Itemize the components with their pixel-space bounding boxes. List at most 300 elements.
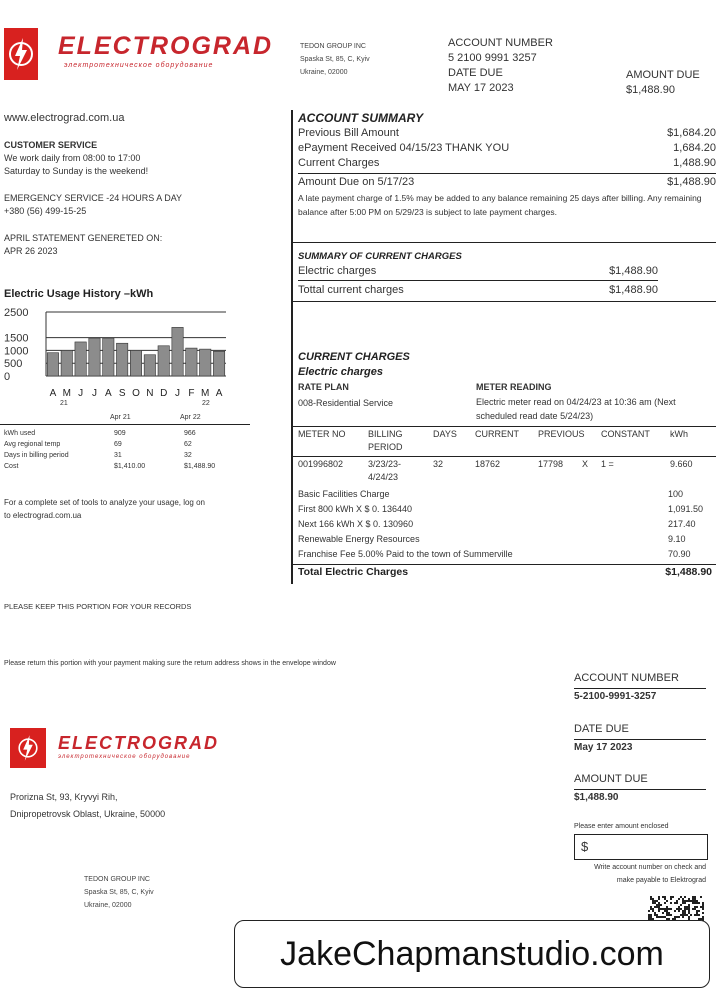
charge-label: Renewable Energy Resources: [298, 534, 420, 544]
qr-module: [670, 902, 672, 904]
usage-bar: [144, 355, 155, 376]
qr-module: [694, 914, 696, 916]
qr-module: [696, 906, 698, 908]
rate-plan-value: 008-Residential Service: [298, 398, 394, 408]
qr-module: [658, 896, 660, 898]
summary-total-label: Tottal current charges: [298, 284, 404, 296]
current-charges-title: CURRENT CHARGES: [298, 351, 410, 363]
qr-module: [666, 910, 668, 912]
enter-amount-label: Please enter amount enclosed: [574, 823, 669, 830]
website: www.electrograd.com.ua: [4, 112, 125, 124]
header-account-block: [448, 36, 553, 96]
year-label-1: 21: [60, 400, 68, 407]
stub-logo-mark: [10, 728, 46, 768]
table-row: [4, 439, 219, 450]
col-header-current: CURRENT: [475, 429, 519, 439]
current-charges-subtitle: Electric charges: [298, 366, 383, 378]
x-tick-label: A: [49, 388, 57, 399]
usage-title: Electric Usage History –kWh: [4, 288, 154, 300]
qr-module: [682, 914, 684, 916]
usage-row-v1: 909: [114, 430, 126, 437]
usage-note: [4, 496, 205, 522]
qr-module: [682, 916, 684, 918]
summary-epay: [298, 141, 716, 156]
usage-note-1: For a complete set of tools to analyze your usage, log on: [4, 498, 206, 507]
qr-module: [670, 908, 672, 910]
summary-electric-value: $1,488.90: [609, 265, 658, 277]
qr-module: [652, 898, 654, 900]
emergency-label: EMERGENCY SERVICE -24 HOURS A DAY: [4, 193, 183, 203]
account-number-label: ACCOUNT NUMBER: [448, 37, 553, 49]
usage-row-v2: 966: [184, 430, 196, 437]
qr-module: [670, 898, 672, 900]
qr-module: [652, 902, 654, 904]
summary-divider: [298, 173, 716, 174]
summary-total: [298, 283, 658, 298]
qr-module: [680, 914, 682, 916]
qr-module: [662, 908, 664, 910]
qr-module: [692, 902, 694, 904]
cs-weekend: Saturday to Sunday is the weekend!: [4, 166, 149, 176]
billing-days: 32: [433, 459, 444, 469]
charge-value: 217.40: [668, 519, 696, 529]
qr-module: [684, 902, 686, 904]
stub-date-label: DATE DUE: [574, 723, 629, 735]
qr-module: [680, 908, 682, 910]
qr-module: [678, 898, 680, 900]
section-divider: [292, 242, 716, 243]
list-item: [298, 517, 712, 532]
charge-label: Basic Facilities Charge: [298, 489, 390, 499]
usage-row-v1: 31: [114, 452, 122, 459]
qr-module: [686, 914, 688, 916]
col-header-previous: PREVIOUS: [538, 429, 585, 439]
lightning-icon: [16, 732, 40, 764]
qr-module: [698, 902, 700, 904]
summary-total-value: $1,488.90: [609, 284, 658, 296]
usage-row-label: Avg regional temp: [4, 441, 61, 448]
qr-module: [654, 912, 656, 914]
qr-module: [686, 900, 688, 902]
qr-module: [682, 900, 684, 902]
stub-sender-addr1: Spaska St, 85, C, Kyiv: [84, 889, 154, 896]
col-header-kwh: kWh: [670, 429, 688, 439]
usage-divider: [0, 424, 250, 425]
usage-bar: [200, 349, 211, 376]
qr-module: [656, 914, 658, 916]
summary-due: [298, 175, 716, 190]
statement-label: APRIL STATEMENT GENERETED ON:: [4, 233, 163, 243]
usage-bar: [158, 346, 169, 376]
year-label-2: 22: [202, 400, 210, 407]
company-name: ELECTROGRAD: [58, 32, 274, 60]
qr-module: [674, 916, 676, 918]
x-tick-label: F: [188, 388, 195, 399]
qr-module: [678, 916, 680, 918]
stub-company-tagline: электротехническое оборудование: [58, 754, 191, 760]
dollar-sign: $: [581, 839, 589, 854]
qr-module: [676, 900, 678, 902]
sender-addr1: Spaska St, 85, C, Kyiv: [300, 56, 370, 63]
qr-module: [660, 904, 662, 906]
date-due: MAY 17 2023: [448, 82, 514, 94]
table-header-border: [292, 456, 716, 457]
current-charges-summary: [298, 250, 658, 298]
write-note-1: Write account number on check and: [594, 864, 706, 871]
stub-amount-label: AMOUNT DUE: [574, 773, 648, 785]
stub-amount-block: [574, 772, 706, 803]
qr-module: [694, 900, 696, 902]
list-item: [298, 487, 712, 502]
usage-chart: [0, 302, 240, 412]
usage-row-label: Cost: [4, 463, 19, 470]
list-item: [298, 547, 712, 562]
qr-module: [676, 908, 678, 910]
list-item: [298, 502, 712, 517]
usage-bar: [213, 351, 224, 376]
qr-module: [676, 902, 678, 904]
qr-module: [694, 906, 696, 908]
return-address: [10, 789, 165, 823]
qr-module: [700, 906, 702, 908]
current-reading: 18762: [475, 459, 501, 469]
charge-value: 1,091.50: [668, 504, 704, 514]
qr-module: [682, 912, 684, 914]
qr-module: [656, 900, 658, 902]
summary-current-label: Current Charges: [298, 157, 380, 169]
total-border: [292, 564, 716, 565]
qr-module: [684, 910, 686, 912]
qr-module: [688, 916, 690, 918]
total-value: $1,488.90: [665, 566, 712, 578]
qr-module: [672, 896, 674, 898]
meter-row: [298, 458, 716, 488]
qr-module: [664, 910, 666, 912]
qr-module: [666, 908, 668, 910]
meter-reading-value: Electric meter read on 04/24/23 at 10:36 am (Next scheduled read date 5/24/23): [476, 397, 676, 421]
usage-bar: [130, 350, 141, 376]
qr-module: [692, 896, 694, 898]
usage-row-v2: $1,488.90: [184, 463, 216, 470]
previous-reading: 17798: [538, 459, 564, 469]
qr-module: [666, 912, 668, 914]
qr-code-icon: [648, 896, 704, 922]
stub-amount-due: $1,488.90: [574, 792, 619, 803]
qr-module: [650, 908, 652, 910]
usage-row-v1: $1,410.00: [114, 463, 146, 470]
usage-col2: Apr 22: [180, 414, 201, 421]
watermark-text: JakeChapmanstudio.com: [280, 934, 664, 973]
qr-module: [650, 898, 652, 900]
summary-prev-value: $1,684.20: [667, 127, 716, 139]
qr-module: [682, 898, 684, 900]
kwh-value: 9.660: [670, 459, 693, 469]
qr-module: [660, 908, 662, 910]
qr-module: [684, 900, 686, 902]
qr-module: [688, 900, 690, 902]
watermark-banner: [234, 920, 710, 988]
company-tagline: электротехническое оборудование: [64, 62, 214, 69]
section-divider: [292, 301, 716, 302]
qr-module: [694, 902, 696, 904]
qr-module: [684, 914, 686, 916]
qr-module: [702, 916, 704, 918]
qr-module: [650, 896, 652, 898]
stub-sender-addr2: Ukraine, 02000: [84, 902, 132, 909]
qr-module: [658, 908, 660, 910]
qr-module: [652, 908, 654, 910]
qr-module: [656, 906, 658, 908]
qr-module: [676, 916, 678, 918]
qr-module: [662, 916, 664, 918]
qr-module: [664, 898, 666, 900]
qr-module: [698, 914, 700, 916]
x-tick-label: O: [132, 388, 140, 399]
account-summary: [298, 110, 716, 219]
qr-module: [650, 916, 652, 918]
summary-epay-value: 1,684.20: [673, 142, 716, 154]
total-electric-charges: [298, 566, 712, 578]
stub-date-due: May 17 2023: [574, 742, 633, 753]
qr-module: [688, 898, 690, 900]
qr-module: [694, 898, 696, 900]
qr-module: [658, 898, 660, 900]
meter-reading-label: METER READING: [476, 382, 552, 392]
qr-module: [684, 896, 686, 898]
y-tick-label: 1500: [4, 332, 29, 345]
qr-module: [668, 912, 670, 914]
qr-module: [702, 906, 704, 908]
header-amount-block: [626, 68, 700, 98]
qr-module: [688, 908, 690, 910]
stub-date-block: [574, 722, 706, 753]
qr-module: [650, 914, 652, 916]
usage-row-v1: 69: [114, 441, 122, 448]
sender-address: [300, 40, 370, 79]
charge-lines: [298, 487, 712, 562]
qr-module: [688, 912, 690, 914]
qr-module: [682, 902, 684, 904]
summary-prev: [298, 126, 716, 141]
summary-current-value: 1,488.90: [673, 157, 716, 169]
qr-module: [656, 904, 658, 906]
qr-module: [696, 902, 698, 904]
stub-account-number: 5-2100-9991-3257: [574, 691, 657, 702]
usage-row-label: kWh used: [4, 430, 36, 437]
usage-row-v2: 32: [184, 452, 192, 459]
amount-due: $1,488.90: [626, 84, 675, 96]
qr-module: [662, 912, 664, 914]
qr-module: [664, 916, 666, 918]
qr-module: [696, 914, 698, 916]
charge-label: First 800 kWh X $ 0. 136440: [298, 504, 413, 514]
qr-module: [696, 900, 698, 902]
qr-module: [684, 912, 686, 914]
x-tick-label: J: [91, 388, 97, 399]
x-tick-label: J: [175, 388, 181, 399]
write-note-2: make payable to Elektrograd: [616, 877, 706, 884]
lightning-icon: [8, 34, 34, 74]
summary-electric-label: Electric charges: [298, 265, 377, 277]
qr-module: [700, 896, 702, 898]
qr-module: [702, 912, 704, 914]
qr-module: [668, 908, 670, 910]
list-item: [298, 532, 712, 547]
qr-module: [680, 904, 682, 906]
qr-module: [674, 910, 676, 912]
constant: 1 =: [601, 459, 614, 469]
qr-module: [664, 902, 666, 904]
y-tick-label: 1000: [4, 345, 29, 358]
qr-module: [650, 906, 652, 908]
x-tick-label: M: [62, 388, 71, 399]
date-due-label: DATE DUE: [448, 67, 503, 79]
qr-module: [680, 896, 682, 898]
qr-module: [652, 910, 654, 912]
qr-module: [702, 908, 704, 910]
usage-bar: [186, 348, 197, 376]
x-tick-label: D: [160, 388, 168, 399]
y-tick-label: 500: [4, 358, 23, 371]
qr-module: [668, 914, 670, 916]
usage-bar: [172, 327, 183, 376]
qr-module: [670, 896, 672, 898]
qr-module: [678, 910, 680, 912]
summary-current-divider: [298, 280, 658, 281]
qr-module: [694, 908, 696, 910]
stub-divider: [574, 789, 706, 790]
qr-module: [686, 906, 688, 908]
usage-row-v2: 62: [184, 441, 192, 448]
qr-module: [658, 910, 660, 912]
qr-module: [684, 908, 686, 910]
qr-module: [678, 906, 680, 908]
usage-table: [4, 428, 219, 472]
table-top-border: [292, 426, 716, 427]
charge-value: 100: [668, 489, 684, 499]
charge-label: Next 166 kWh X $ 0. 130960: [298, 519, 414, 529]
table-row: [4, 428, 219, 439]
late-payment-note: A late payment charge of 1.5% may be added to any balance remaining 25 days after billing. Any remaining balance after 5:00 PM on 5/29/23 is subject to late payment charges.: [298, 193, 702, 217]
qr-module: [692, 900, 694, 902]
qr-module: [702, 904, 704, 906]
qr-module: [654, 914, 656, 916]
usage-row-label: Days in billing period: [4, 452, 69, 459]
emergency-phone: +380 (56) 499-15-25: [4, 206, 87, 216]
sender-name: TEDON GROUP INC: [300, 43, 366, 50]
billing-period: 3/23/23-4/24/23: [368, 459, 402, 482]
qr-module: [654, 902, 656, 904]
usage-bar: [89, 338, 100, 376]
customer-service: [4, 139, 182, 258]
qr-module: [692, 908, 694, 910]
col-header-period: BILLING PERIOD: [368, 429, 403, 452]
write-note: [540, 861, 706, 887]
qr-module: [654, 900, 656, 902]
cs-hours: We work daily from 08:00 to 17:00: [4, 153, 141, 163]
charge-value: 9.10: [668, 534, 686, 544]
col-header-constant: CONSTANT: [601, 429, 650, 439]
summary-prev-label: Previous Bill Amount: [298, 127, 399, 139]
stub-divider: [574, 688, 706, 689]
qr-module: [678, 908, 680, 910]
company-logo-mark: [4, 28, 38, 80]
meter-table-header: [298, 428, 716, 458]
amount-enclosed-field[interactable]: [574, 834, 708, 860]
statement-date: APR 26 2023: [4, 246, 58, 256]
qr-module: [674, 902, 676, 904]
x-tick-label: A: [104, 388, 112, 399]
stub-sender-name: TEDON GROUP INC: [84, 876, 150, 883]
qr-module: [690, 900, 692, 902]
x-tick-label: M: [201, 388, 210, 399]
stub-divider: [574, 739, 706, 740]
qr-module: [664, 896, 666, 898]
stub-company-name: ELECTROGRAD: [58, 733, 219, 753]
vertical-divider: [291, 110, 293, 584]
qr-module: [698, 910, 700, 912]
qr-module: [670, 914, 672, 916]
qr-module: [648, 910, 650, 912]
rate-plan-label: RATE PLAN: [298, 382, 349, 392]
qr-module: [682, 910, 684, 912]
qr-module: [666, 900, 668, 902]
qr-module: [688, 906, 690, 908]
qr-module: [654, 906, 656, 908]
table-row: [4, 450, 219, 461]
qr-module: [684, 906, 686, 908]
summary-current-title: SUMMARY OF CURRENT CHARGES: [298, 251, 462, 262]
account-summary-title: ACCOUNT SUMMARY: [298, 111, 424, 125]
col-header-meter: METER NO: [298, 429, 346, 439]
meter-number: 001996802: [298, 459, 344, 469]
qr-module: [694, 896, 696, 898]
usage-bar: [61, 350, 72, 376]
usage-bar: [116, 343, 127, 376]
x-tick-label: J: [78, 388, 84, 399]
return-addr1: Prorizna St, 93, Kryvyi Rih,: [10, 792, 118, 802]
y-tick-label: 2500: [4, 307, 29, 319]
table-row: [4, 461, 219, 472]
x-tick-label: N: [146, 388, 154, 399]
charge-value: 70.90: [668, 549, 691, 559]
qr-module: [658, 906, 660, 908]
summary-due-value: $1,488.90: [667, 176, 716, 188]
usage-bar: [103, 338, 114, 376]
multiply-sign: X: [582, 459, 589, 469]
qr-module: [658, 904, 660, 906]
qr-module: [688, 910, 690, 912]
qr-module: [688, 904, 690, 906]
total-label: Total Electric Charges: [298, 566, 409, 578]
x-tick-label: S: [118, 388, 126, 399]
stub-account-block: [574, 671, 706, 702]
qr-module: [686, 908, 688, 910]
usage-col1: Apr 21: [110, 414, 131, 421]
amount-due-label: AMOUNT DUE: [626, 69, 700, 81]
qr-module: [666, 906, 668, 908]
usage-bar: [47, 353, 58, 376]
qr-module: [652, 900, 654, 902]
qr-module: [690, 914, 692, 916]
usage-bar: [75, 342, 86, 376]
qr-module: [660, 916, 662, 918]
summary-epay-label: ePayment Received 04/15/23 THANK YOU: [298, 142, 510, 154]
customer-service-title: CUSTOMER SERVICE: [4, 140, 98, 150]
account-number: 5 2100 9991 3257: [448, 52, 537, 64]
y-tick-label: 0: [4, 371, 11, 383]
x-tick-label: A: [215, 388, 223, 399]
